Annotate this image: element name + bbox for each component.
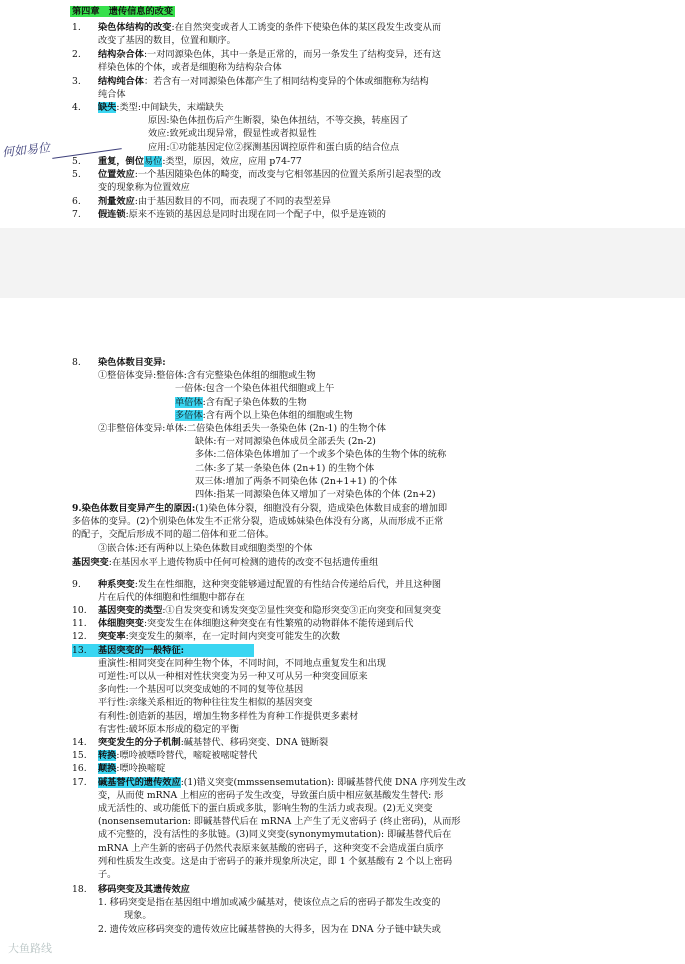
page2-line	[98, 789, 443, 802]
page2-line	[72, 502, 447, 515]
term-label: 缺失	[98, 102, 117, 113]
page2-line	[72, 604, 441, 617]
line-text: ：若含有一对同源染色体都产生了相同结构变异的个体或细胞称为结构	[143, 76, 429, 87]
term-label: 剂量效应	[98, 196, 135, 207]
document-page-1	[0, 0, 685, 228]
line-text: 可逆性:可以从一种相对性状突变为另一种又可从另一种突变回原来	[98, 671, 368, 682]
line-text: 种系突变:发生在性细胞，这种突变能够通过配置的有性结合传递给后代，并且这种图	[98, 578, 442, 590]
page2-line	[72, 528, 274, 541]
line-text: :一个基因随染色体的畸变，而改变与它相邻基因的位置关系所引起表型的改	[134, 169, 442, 180]
page2-line	[72, 617, 413, 630]
page2-line	[195, 448, 446, 461]
page1-line	[122, 141, 399, 154]
page2-line	[98, 369, 316, 382]
page2-line	[175, 396, 307, 409]
line-text: ②非整倍体变异:单体:二倍染色体组丢失一条染色体 (2n-1) 的生物个体	[98, 423, 386, 434]
line-number: 16.	[72, 763, 87, 775]
line-text: 效应:致死或出现异常，假显性或者拟显性	[148, 128, 317, 139]
page2-line	[72, 644, 254, 657]
term-label: 染色体结构的改变	[98, 22, 172, 33]
page1-line	[72, 48, 441, 61]
line-text: 体细胞突变:突变发生在体细胞这种突变在有性繁殖的动物群体不能传递到后代	[98, 618, 414, 630]
line-text: 片在后代的体细胞和性细胞中都存在	[98, 591, 245, 603]
line-text: ③嵌合体:还有两种以上染色体数目或细胞类型的个体	[98, 542, 313, 554]
page2-line	[98, 802, 433, 815]
line-text: 变的现象称为位置效应	[98, 182, 190, 193]
line-text: 变，从而使 mRNA 上相应的密码子发生改变，导致蛋白质中相应氨基酸发生替代: 形	[98, 789, 444, 801]
line-text: 突变率:突变发生的频率，在一定时间内突变可能发生的次数	[98, 631, 340, 643]
line-number: 6.	[72, 196, 81, 207]
line-text: 单倍体:含有配子染色体数的生物	[175, 396, 307, 408]
page1-line	[72, 155, 302, 168]
page2-line	[98, 683, 303, 696]
line-number: 8.	[72, 357, 81, 368]
line-text: 基因突变的类型:①自发突变和诱发突变②显性突变和隐形突变③正向突变和回复突变	[98, 605, 442, 616]
page2-line	[98, 591, 245, 604]
watermark-logo: 大鱼路线	[8, 942, 52, 955]
line-text: 多倍体的变异。(2)个别染色体发生不正常分裂，造成姊妹染色体没有分离，从而形成不正常	[72, 516, 444, 528]
line-text: 有利性:创造新的基因，增加生物多样性为育种工作提供更多素材	[98, 710, 359, 722]
page2-line	[175, 409, 353, 422]
line-text: 成无活性的、或功能低下的蛋白质或多肽，影响生物的生活力或表现。(2)无义突变	[98, 803, 433, 814]
page1-line	[72, 208, 386, 221]
page2-line	[98, 657, 386, 670]
line-text: 碱基替代的遗传效应:(1)错义突变(mmssensemutation): 即碱基替代使 DNA 序列发生改	[98, 776, 466, 788]
line-number: 11.	[72, 618, 87, 630]
line-number: 12.	[72, 631, 87, 643]
line-number: 10.	[72, 605, 87, 616]
term-label: 位置效应	[98, 169, 135, 180]
page2-line	[72, 556, 378, 569]
line-number: 4.	[72, 102, 81, 113]
line-text: :由于基因数目的不同，而表现了不同的表型差异	[134, 196, 331, 207]
page1-line	[72, 61, 282, 74]
line-text: 1. 移码突变是指在基因组中增加或减少碱基对，使该位点之后的密码子都发生改变的	[98, 897, 441, 909]
line-text: 缺体:有一对同源染色体成员全部丢失 (2n-2)	[195, 436, 376, 448]
line-text: 染色体数目变异:	[98, 357, 166, 368]
page-gap	[0, 228, 685, 298]
line-text: 颠换:嘌呤换嘧啶	[98, 763, 166, 775]
page2-line	[72, 762, 165, 775]
page2-line	[98, 923, 441, 936]
page1-line	[72, 88, 126, 101]
term-label: 结构纯合体	[98, 76, 144, 87]
line-text: 基因突变的一般特征:	[98, 644, 185, 656]
line-text: 子。	[98, 869, 117, 880]
page1-line	[72, 34, 236, 47]
page1-line	[72, 195, 331, 208]
page1-line	[122, 127, 316, 140]
line-text: 现象。	[124, 910, 152, 922]
line-text: :类型:中间缺失，末端缺失	[116, 102, 224, 113]
line-text: :一对同源染色体，其中一条是正常的，而另一条发生了结构变异，还有这	[143, 49, 442, 60]
page1-line	[72, 101, 224, 114]
line-text: 移码突变及其遗传效应	[98, 884, 190, 895]
line-text: 二体:多了某一条染色体 (2n+1) 的生物个体	[195, 462, 375, 474]
term-label: 假连锁	[98, 209, 126, 220]
line-text: 突变发生的分子机制:碱基替代、移码突变、DNA 链断裂	[98, 737, 329, 748]
page2-line	[98, 542, 312, 555]
page2-line	[98, 868, 116, 881]
page1-line	[72, 75, 429, 88]
line-text: 应用:①功能基因定位②探测基因调控原件和蛋白质的结合位点	[148, 142, 400, 153]
page2-line	[98, 696, 312, 709]
page1-line	[122, 114, 408, 127]
page2-line	[98, 896, 440, 909]
page2-line	[72, 515, 443, 528]
page2-line	[98, 723, 239, 736]
page2-line	[72, 578, 441, 591]
page1-line	[72, 181, 190, 194]
line-text: 四体:指某一同源染色体又增加了一对染色体的个体 (2n+2)	[195, 489, 436, 500]
term-label: 重复，倒位	[98, 156, 144, 167]
line-text: 有害性:破坏原本形成的稳定的平衡	[98, 723, 239, 735]
page2-line	[98, 842, 444, 855]
line-text: 2. 遗传效应移码突变的遗传效应比碱基替换的大得多，因为在 DNA 分子链中缺失或	[98, 923, 441, 935]
line-text: 平行性:亲缘关系相近的物种往往发生相似的基因突变	[98, 697, 313, 709]
line-number: 15.	[72, 750, 87, 762]
line-text: 双三体:增加了两条不同染色体 (2n+1+1) 的个体	[195, 475, 397, 487]
page2-line	[72, 883, 190, 896]
handwritten-note: 何如易位	[1, 140, 51, 160]
page1-line	[72, 168, 441, 181]
line-text: 重演性:相同突变在同种生物个体，不同时间，不同地点重复发生和出现	[98, 657, 386, 669]
line-text: :原来不连锁的基因总是同时出现在同一个配子中，似乎是连锁的	[125, 209, 386, 220]
page1-line	[72, 21, 441, 34]
line-number: 14.	[72, 737, 87, 748]
line-text: ①整倍体变异:整倍体:含有完整染色体组的细胞或生物	[98, 370, 316, 382]
line-text: 多倍体:含有两个以上染色体组的细胞或生物	[175, 409, 353, 421]
page2-line	[72, 630, 340, 643]
line-text: 转换:嘌呤被嘌呤替代，嘧啶被嘧啶替代	[98, 750, 258, 762]
page2-line	[98, 828, 451, 841]
line-number: 18.	[72, 884, 87, 895]
page2-line	[195, 462, 374, 475]
page2-line	[72, 356, 166, 369]
line-number: 7.	[72, 209, 81, 220]
line-text: 一倍体:包含一个染色体祖代细胞或上午	[175, 383, 335, 395]
page2-line	[195, 488, 436, 501]
line-number: 17.	[72, 776, 87, 788]
page2-line	[98, 815, 461, 828]
line-text: 多体:二倍体染色体增加了一个或多个染色体的生物个体的统称	[195, 449, 447, 461]
page2-line	[195, 435, 376, 448]
line-text: 样染色体的个体，或者是细胞称为结构杂合体	[98, 62, 282, 73]
line-number: 5.	[72, 169, 81, 180]
line-number: 1.	[72, 22, 81, 33]
page2-line	[72, 776, 466, 789]
line-text: 列和性质发生改变。这是由于密码子的兼并现象所决定，即 1 个氨基酸有 2 个以上密码	[98, 855, 453, 867]
page2-line	[195, 475, 397, 488]
line-text: 基因突变:在基因水平上遗传物质中任何可检测的遗传的改变不包括遗传重组	[72, 556, 379, 568]
page2-line	[175, 382, 334, 395]
line-number: 2.	[72, 49, 81, 60]
page2-line	[72, 749, 257, 762]
line-number: 13.	[72, 644, 87, 656]
line-text: 成不完整的，没有活性的多肽链。(3)同义突变(synonymymutation): 即碱基替代后在	[98, 829, 452, 841]
line-number: 3.	[72, 76, 81, 87]
line-text: mRNA 上产生新的密码子仍然代表原来氨基酸的密码子，这种突变不会造成蛋白质序	[98, 842, 444, 854]
line-text: 9.染色体数目变异产生的原因:(1)染色体分裂，细胞没有分裂，造成染色体数目成套的增加即	[72, 503, 448, 514]
line-number: 9.	[72, 578, 81, 590]
line-text: 纯合体	[98, 89, 126, 100]
line-text: 易位:类型，原因，效应，应用 p74-77	[143, 156, 302, 167]
page2-line	[72, 736, 328, 749]
line-number: 5.	[72, 156, 81, 167]
line-text: 多向性:一个基因可以突变成她的不同的复等位基因	[98, 684, 304, 696]
document-page-2	[0, 298, 685, 964]
chapter-title: 第四章 遗传信息的改变	[72, 6, 174, 17]
term-label: 结构杂合体	[98, 49, 144, 60]
line-text: 改变了基因的数目，位置和顺序。	[98, 35, 236, 46]
page2-line	[98, 855, 452, 868]
line-text: (nonsensemutarion: 即碱基替代后在 mRNA 上产生了无义密码子 (终止密码)，从而形	[98, 816, 461, 828]
page2-line	[98, 422, 386, 435]
line-text: 的配子，交配后形成不同的超二倍体和亚二倍体。	[72, 529, 275, 541]
page2-line	[124, 909, 152, 922]
line-text: 原因:染色体扭伤后产生断裂，染色体扭结，不等交换，转座因了	[148, 115, 409, 126]
page2-line	[98, 670, 368, 683]
line-text: :在自然突变或者人工诱变的条件下使染色体的某区段发生改变从而	[171, 22, 442, 33]
page2-line	[98, 710, 358, 723]
